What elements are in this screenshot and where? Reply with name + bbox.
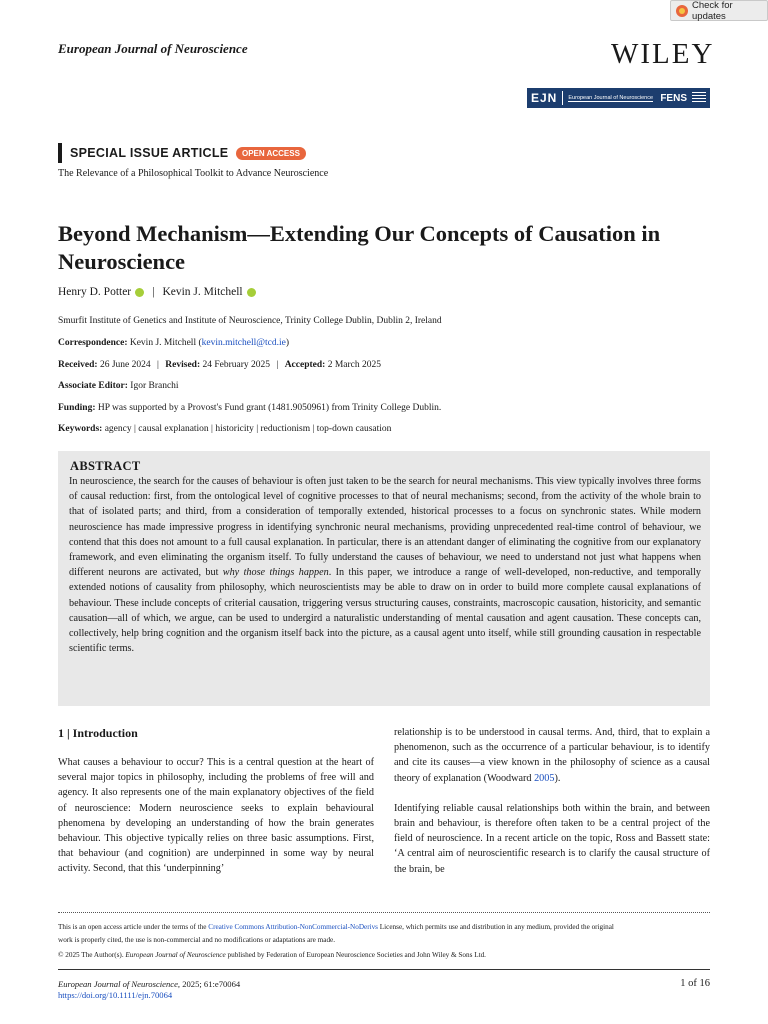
body-column-right — [394, 725, 710, 877]
citation — [58, 979, 240, 1001]
date-separator: | — [276, 360, 279, 370]
associate-editor — [58, 381, 179, 391]
check-updates-icon — [676, 5, 688, 17]
footer-divider — [58, 912, 710, 913]
copyright-note — [58, 949, 486, 962]
special-issue-title: The Relevance of a Philosophical Toolkit to Advance Neuroscience — [58, 168, 329, 179]
author-separator: | — [152, 286, 155, 298]
ejn-journal-name: European Journal of Neuroscience — [568, 94, 654, 101]
body-column-left: What causes a behaviour to occur? This is a central question at the heart of several major topics in philosophy, including the problems of free will and agency. It also represents one of the main explanatory objectives of the field of neuroscience: Modern neuroscience seeks to explain behavioural phenomena by developing an understanding of how the brain generates behaviour. This objective typically relies on three basic assumptions. First, that behaviour (and cognition) are underpinned in some way by neural activity. Second, that this ‘underpinning’ — [58, 757, 374, 875]
doi-link[interactable]: https://doi.org/10.1111/ejn.70064 — [58, 990, 173, 1000]
open-access-badge: OPEN ACCESS — [236, 147, 306, 160]
license-note — [58, 921, 614, 947]
orcid-icon[interactable] — [247, 288, 256, 297]
funding — [58, 403, 441, 413]
publisher-logo: WILEY — [611, 38, 715, 70]
abstract-heading: ABSTRACT — [70, 459, 141, 473]
license-text: This is an open access article under the terms of the — [58, 923, 209, 931]
dates — [58, 360, 381, 370]
author-name[interactable]: Kevin J. Mitchell — [162, 286, 243, 298]
keywords-label: Keywords: — [58, 424, 103, 434]
section-heading-introduction: 1 | Introduction — [58, 726, 138, 740]
article-title: Beyond Mechanism—Extending Our Concepts of Causation in Neuroscience — [58, 221, 661, 274]
keywords-text: agency | causal explanation | historicity | reductionism | top-down causation — [104, 424, 392, 434]
article-type-marker — [58, 143, 62, 163]
copyright-text: © 2025 The Author(s). — [58, 951, 126, 959]
citation-detail: , 2025; 61:e70064 — [177, 979, 241, 989]
abstract-text-part: . In this paper, we introduce a range of well-developed, non-reductive, and temporally extended notions of causality from philosophy, which neuroscientists may be able to draw on in order to build more complete causal explanations of behaviour. These include concepts of criterial causation, triggering versus structuring causes, constraints, macroscopic causation, historicity, and semantic causation—all of which, we argue, can be used to undergird a naturalistic understanding of mental causation and agent causation. These concepts can, collectively, help bring cognition and the organism itself back into the picture, as a causal agent unto itself, while still grounding causation in respectable scientific terms. — [69, 567, 702, 655]
revised-label: Revised: — [165, 360, 201, 370]
received-date: 26 June 2024 — [99, 360, 151, 370]
abstract-text — [69, 474, 701, 656]
date-separator: | — [157, 360, 159, 370]
affiliation: Smurfit Institute of Genetics and Institute of Neuroscience, Trinity College Dublin, Dublin 2, Ireland — [58, 316, 442, 326]
accepted-date: 2 March 2025 — [327, 360, 381, 370]
check-updates-label: Check for updates — [692, 0, 733, 22]
correspondence-label: Correspondence: — [58, 338, 128, 348]
check-for-updates-button[interactable] — [670, 0, 768, 21]
correspondence-name: Kevin J. Mitchell — [129, 338, 197, 348]
license-text: work is properly cited, the use is non-commercial and no modifications or adaptations are made. — [58, 936, 336, 944]
page-number: 1 of 16 — [680, 978, 710, 989]
paragraph-gap — [394, 786, 710, 801]
article-type: SPECIAL ISSUE ARTICLE — [70, 146, 229, 160]
correspondence: Correspondence: Kevin J. Mitchell (kevin.mitchell@tcd.ie) — [58, 338, 290, 348]
editor-label: Associate Editor: — [58, 381, 128, 391]
fens-mark-icon — [692, 92, 706, 104]
funding-text: HP was supported by a Provost's Fund grant (1481.9050961) from Trinity College Dublin. — [97, 403, 442, 413]
abstract-text-part: In neuroscience, the search for the causes of behaviour is often just taken to be the search for neural mechanisms. This view typically involves three forms of causal reduction: first, from the ontological level of cognitive processes to that of neural mechanisms; second, from the activity of the whole brain to that of isolated parts; and third, from a consideration of temporally extended, historical processes to a focus on synchronic states. While modern neuroscience has made impressive progress in identifying synchronic neural mechanisms, providing unprecedented real-time control of behaviour, we contend that this does not amount to a full causal explanation. In particular, there is an attendant danger of eliminating the cognitive from our explanatory framework, and even eliminating the organism itself. To fully understand the causes of behaviour, we need to understand not just what happens when different neurons are activated, but — [69, 476, 701, 579]
received-label: Received: — [58, 360, 98, 370]
ejn-banner — [527, 88, 710, 108]
funding-label: Funding: — [58, 403, 96, 413]
footer-rule — [58, 969, 710, 970]
journal-name: European Journal of Neuroscience — [58, 41, 248, 56]
keywords — [58, 424, 391, 434]
body-paragraph-end: ). — [554, 772, 561, 784]
author-name[interactable]: Henry D. Potter — [58, 286, 132, 298]
citation-journal: European Journal of Neuroscience — [58, 979, 178, 989]
reference-link[interactable]: 2005 — [534, 772, 555, 784]
ejn-logo: EJN — [531, 91, 563, 105]
copyright-journal: European Journal of Neuroscience — [125, 951, 226, 959]
correspondence-email-link[interactable]: kevin.mitchell@tcd.ie — [201, 338, 286, 348]
editor-name: Igor Branchi — [130, 381, 179, 391]
accepted-label: Accepted: — [284, 360, 326, 370]
author-list — [58, 286, 256, 298]
body-paragraph: relationship is to be understood in causal terms. And, third, that to explain a phenomenon, such as the occurrence of a particular behaviour, is to identify and cite its causes—a view known in the philosophy of science as a causal theory of explanation (Woodward — [394, 727, 710, 784]
copyright-text: published by Federation of European Neuroscience Societies and John Wiley & Sons Ltd. — [225, 951, 486, 959]
revised-date: 24 February 2025 — [202, 360, 271, 370]
license-link[interactable]: Creative Commons Attribution-NonCommercial-NoDerivs — [208, 923, 378, 931]
abstract-text-italic: why those things happen — [222, 567, 329, 579]
orcid-icon[interactable] — [135, 288, 144, 297]
body-paragraph: Identifying reliable causal relationships both within the brain, and between brain and behaviour, is therefore often taken to be a central project of the field of neuroscience. In a recent article on the topic, Ross and Bassett state: ‘A central aim of neuroscientific research is to clarify the causal structure of the brain, be — [394, 802, 710, 875]
license-text: License, which permits use and distribution in any medium, provided the original — [377, 923, 614, 931]
fens-logo: FENS — [660, 92, 687, 104]
